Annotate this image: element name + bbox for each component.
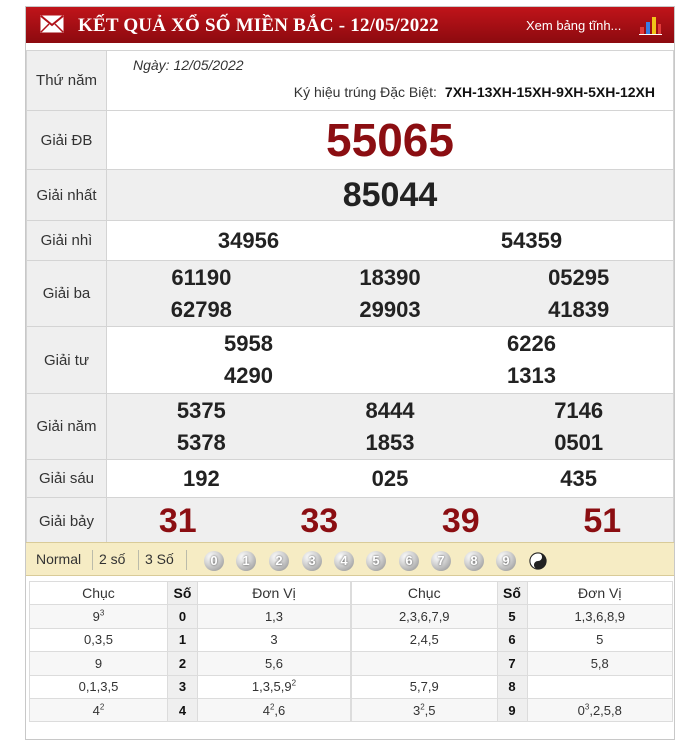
digit-filter-5[interactable]: 5 xyxy=(366,551,386,571)
so-cell: 0 xyxy=(167,605,197,628)
col-header-so: Số xyxy=(167,582,197,605)
donvi-cell: $0^3,2,5,8$ xyxy=(527,698,673,721)
prize-number: 41839 xyxy=(548,296,610,322)
prize-number: 1853 xyxy=(365,429,415,455)
col-header-so: Số xyxy=(497,582,527,605)
prize-number: 5378 xyxy=(176,429,226,455)
so-cell: 6 xyxy=(497,628,527,651)
prize-number: 192 xyxy=(182,465,220,491)
digit-filter-2[interactable]: 2 xyxy=(269,551,289,571)
digit-filter-8[interactable]: 8 xyxy=(464,551,484,571)
prize-label-3: Giải ba xyxy=(27,261,107,327)
prize-number: 025 xyxy=(371,465,409,491)
prize-number: 4290 xyxy=(224,363,273,388)
chuc-cell xyxy=(352,652,498,675)
prize-number: 8444 xyxy=(365,397,415,423)
donvi-cell: 5 xyxy=(527,628,673,651)
results-table xyxy=(26,50,674,545)
tab-separator xyxy=(186,550,187,570)
loto-table-right xyxy=(351,581,673,722)
bar-chart-icon[interactable] xyxy=(638,13,662,35)
prize-number: 05295 xyxy=(548,264,610,290)
donvi-cell: 1,3,5,9$^2$ xyxy=(197,675,350,698)
prize-6-values xyxy=(107,460,674,498)
display-mode-bar xyxy=(26,542,674,576)
view-static-table-link[interactable]: Xem bảng tĩnh... xyxy=(526,18,622,33)
digit-filter-3[interactable]: 3 xyxy=(302,551,322,571)
table-row xyxy=(352,628,673,651)
prize-number: 435 xyxy=(560,465,598,491)
results-header xyxy=(26,7,674,43)
col-header-chuc: Chục xyxy=(352,582,498,605)
col-header-donvi: Đơn Vị xyxy=(527,582,673,605)
yin-yang-icon[interactable] xyxy=(529,552,547,570)
so-cell: 3 xyxy=(167,675,197,698)
prize-label-2: Giải nhì xyxy=(27,221,107,261)
prize-db-values xyxy=(107,111,674,170)
tab-normal[interactable]: Normal xyxy=(36,551,82,567)
donvi-cell: $4^2,6$ xyxy=(197,698,350,721)
so-cell: 5 xyxy=(497,605,527,628)
prize-7-values xyxy=(107,498,674,545)
chuc-cell: 9 xyxy=(30,652,168,675)
prize-number: 61190 xyxy=(171,264,232,290)
so-cell: 8 xyxy=(497,675,527,698)
table-row xyxy=(30,652,351,675)
prize-number: 34956 xyxy=(217,227,280,253)
prize-2-values xyxy=(107,221,674,261)
donvi-cell: 5,8 xyxy=(527,652,673,675)
prize-label-1: Giải nhất xyxy=(27,170,107,221)
chuc-cell: 2,3,6,7,9 xyxy=(352,605,498,628)
prize-number: 85044 xyxy=(342,176,438,214)
digit-filter-7[interactable]: 7 xyxy=(431,551,451,571)
prize-number: 1313 xyxy=(507,363,556,388)
prize-label-4: Giải tư xyxy=(27,327,107,394)
chuc-cell: 0,3,5 xyxy=(30,628,168,651)
draw-info-cell xyxy=(107,51,674,111)
so-cell: 1 xyxy=(167,628,197,651)
tab-separator xyxy=(92,550,93,570)
prize-label-db: Giải ĐB xyxy=(27,111,107,170)
tab-separator xyxy=(138,550,139,570)
so-cell: 2 xyxy=(167,652,197,675)
prize-number: 5375 xyxy=(176,397,226,423)
draw-date: Ngày: 12/05/2022 xyxy=(133,57,244,73)
chuc-cell: $4^2$ xyxy=(30,698,168,721)
prize-5-values xyxy=(107,394,674,460)
tab-3-digits[interactable]: 3 Số xyxy=(145,551,174,567)
so-cell: 7 xyxy=(497,652,527,675)
table-row xyxy=(30,605,351,628)
special-code-row xyxy=(294,84,655,100)
loto-table-left xyxy=(29,581,351,722)
digit-filter-4[interactable]: 4 xyxy=(334,551,354,571)
table-row xyxy=(30,628,351,651)
digit-filter-6[interactable]: 6 xyxy=(399,551,419,571)
prize-number: 33 xyxy=(300,502,339,540)
chuc-cell: 0,1,3,5 xyxy=(30,675,168,698)
prize-4-values xyxy=(107,327,674,394)
table-row xyxy=(352,698,673,721)
so-cell: 9 xyxy=(497,698,527,721)
digit-filter-0[interactable]: 0 xyxy=(204,551,224,571)
table-row xyxy=(30,675,351,698)
prize-number: 39 xyxy=(441,502,480,540)
chuc-cell: $9^3$ xyxy=(30,605,168,628)
so-cell: 4 xyxy=(167,698,197,721)
prize-number: 31 xyxy=(158,502,197,540)
prize-number: 0501 xyxy=(554,429,604,455)
prize-label-6: Giải sáu xyxy=(27,460,107,498)
prize-number: 54359 xyxy=(500,227,563,253)
prize-3-values xyxy=(107,261,674,327)
chuc-cell: $3^2,5$ xyxy=(352,698,498,721)
prize-label-5: Giải năm xyxy=(27,394,107,460)
special-code-value: 7XH-13XH-15XH-9XH-5XH-12XH xyxy=(444,84,655,100)
donvi-cell: 3 xyxy=(197,628,350,651)
table-row xyxy=(352,652,673,675)
prize-number: 29903 xyxy=(359,296,421,322)
table-row xyxy=(352,675,673,698)
donvi-cell: 1,3 xyxy=(197,605,350,628)
prize-number: 51 xyxy=(583,502,622,540)
digit-filter-9[interactable]: 9 xyxy=(496,551,516,571)
results-panel xyxy=(25,6,675,740)
col-header-donvi: Đơn Vị xyxy=(197,582,350,605)
results-title: KẾT QUẢ XỔ SỐ MIỀN BẮC - 12/05/2022 xyxy=(78,15,439,36)
col-header-chuc: Chục xyxy=(30,582,168,605)
prize-number: 5958 xyxy=(224,331,273,356)
donvi-cell: 1,3,6,8,9 xyxy=(527,605,673,628)
chuc-cell: 5,7,9 xyxy=(352,675,498,698)
prize-number: 62798 xyxy=(170,296,232,322)
prize-1-values xyxy=(107,170,674,221)
prize-number: 7146 xyxy=(554,397,604,423)
donvi-cell xyxy=(527,675,673,698)
table-row xyxy=(30,698,351,721)
prize-number: 18390 xyxy=(359,264,421,290)
table-row xyxy=(352,605,673,628)
tab-2-digits[interactable]: 2 số xyxy=(99,551,126,567)
mail-icon xyxy=(40,15,64,33)
digit-filter-1[interactable]: 1 xyxy=(236,551,256,571)
prize-number: 55065 xyxy=(326,114,454,166)
prize-label-7: Giải bảy xyxy=(27,498,107,545)
special-code-label: Ký hiệu trúng Đặc Biệt: xyxy=(293,84,437,100)
chuc-cell: 2,4,5 xyxy=(352,628,498,651)
donvi-cell: 5,6 xyxy=(197,652,350,675)
weekday-label: Thứ năm xyxy=(27,51,107,111)
prize-number: 6226 xyxy=(507,331,556,356)
